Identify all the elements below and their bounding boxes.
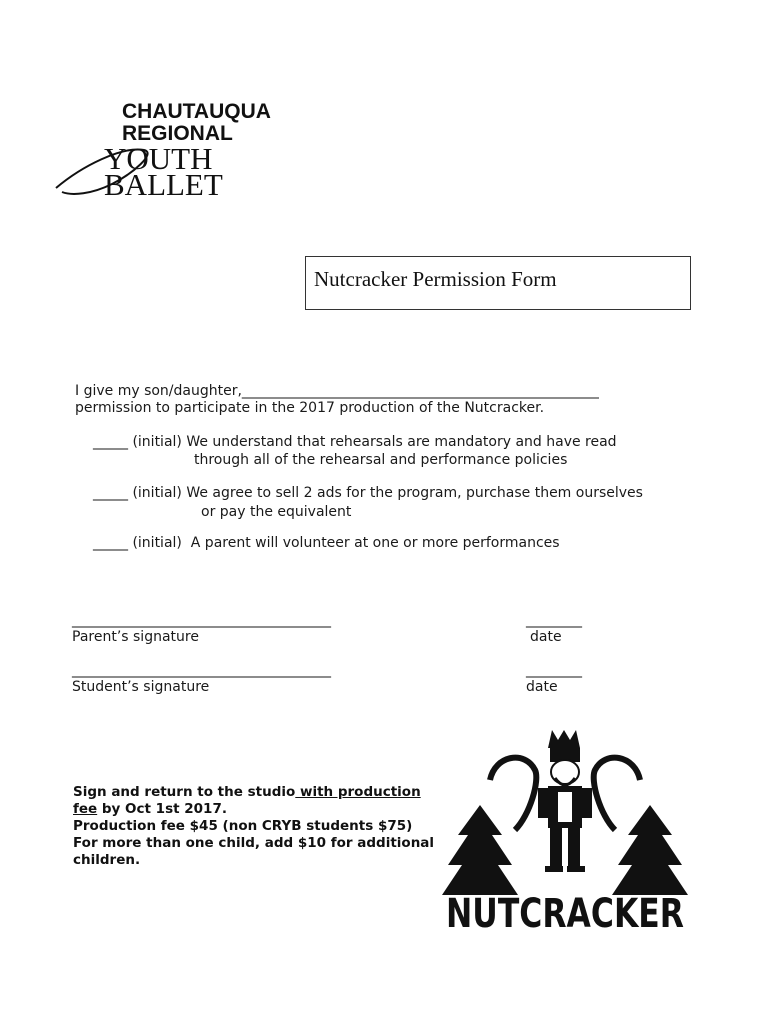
nutcracker-logo: [440, 720, 690, 935]
student-date-line: ________: [526, 662, 582, 678]
form-title: Nutcracker Permission Form: [314, 267, 557, 291]
instructions-deadline: by Oct 1st 2017.: [97, 801, 227, 817]
parent-date-line: ________: [526, 612, 582, 628]
instructions-line-1: [73, 784, 434, 801]
student-signature-label: Student’s signature: [72, 679, 210, 695]
initial-item-2-line-2: or pay the equivalent: [201, 504, 352, 520]
initial-item-2-line-1: _____ (initial) We agree to sell 2 ads for the program, purchase them ourselves: [93, 485, 643, 501]
right-arc-icon: [594, 758, 640, 830]
initial-item-3-line-1: _____ (initial) A parent will volunteer at one or more performances: [93, 535, 560, 551]
consent-line-2: permission to participate in the 2017 production of the Nutcracker.: [75, 400, 545, 416]
instructions-additional-child: For more than one child, add $10 for additional: [73, 835, 435, 851]
left-arc-icon: [490, 758, 536, 830]
instructions-fee: fee: [73, 801, 98, 817]
instructions-line-2: [73, 801, 434, 818]
instructions-children: children.: [73, 852, 141, 868]
cryb-logo: [52, 96, 274, 200]
student-signature-line: _____________________________________: [72, 662, 331, 678]
initial-item-1-line-2: through all of the rehearsal and performance policies: [194, 452, 568, 468]
parent-signature-line: _____________________________________: [72, 612, 331, 628]
instructions-production-fee: Production fee $45 (non CRYB students $75): [73, 818, 413, 834]
logo-text-line4: BALLET: [104, 167, 223, 202]
nutcracker-figure-icon: [538, 730, 592, 872]
right-tree-icon: [612, 805, 688, 895]
logo-text-line2: REGIONAL: [122, 122, 233, 145]
instructions-sign-return: Sign and return to the studio: [73, 784, 296, 800]
consent-line-1: I give my son/daughter,___________________________________________________: [75, 383, 599, 399]
student-date-label: date: [526, 679, 558, 695]
nutcracker-wordmark: NUTCRACKER: [446, 891, 684, 937]
logo-text-line3: YOUTH: [104, 141, 213, 176]
instructions-with-production: with production: [295, 784, 421, 800]
initial-item-1-line-1: _____ (initial) We understand that rehearsals are mandatory and have read: [93, 434, 617, 450]
return-instructions: [73, 784, 434, 869]
left-tree-icon: [442, 805, 518, 895]
parent-date-label: date: [530, 629, 562, 645]
parent-signature-label: Parent’s signature: [72, 629, 199, 645]
form-title-box: [305, 256, 691, 310]
logo-text-line1: CHAUTAUQUA: [122, 100, 271, 123]
